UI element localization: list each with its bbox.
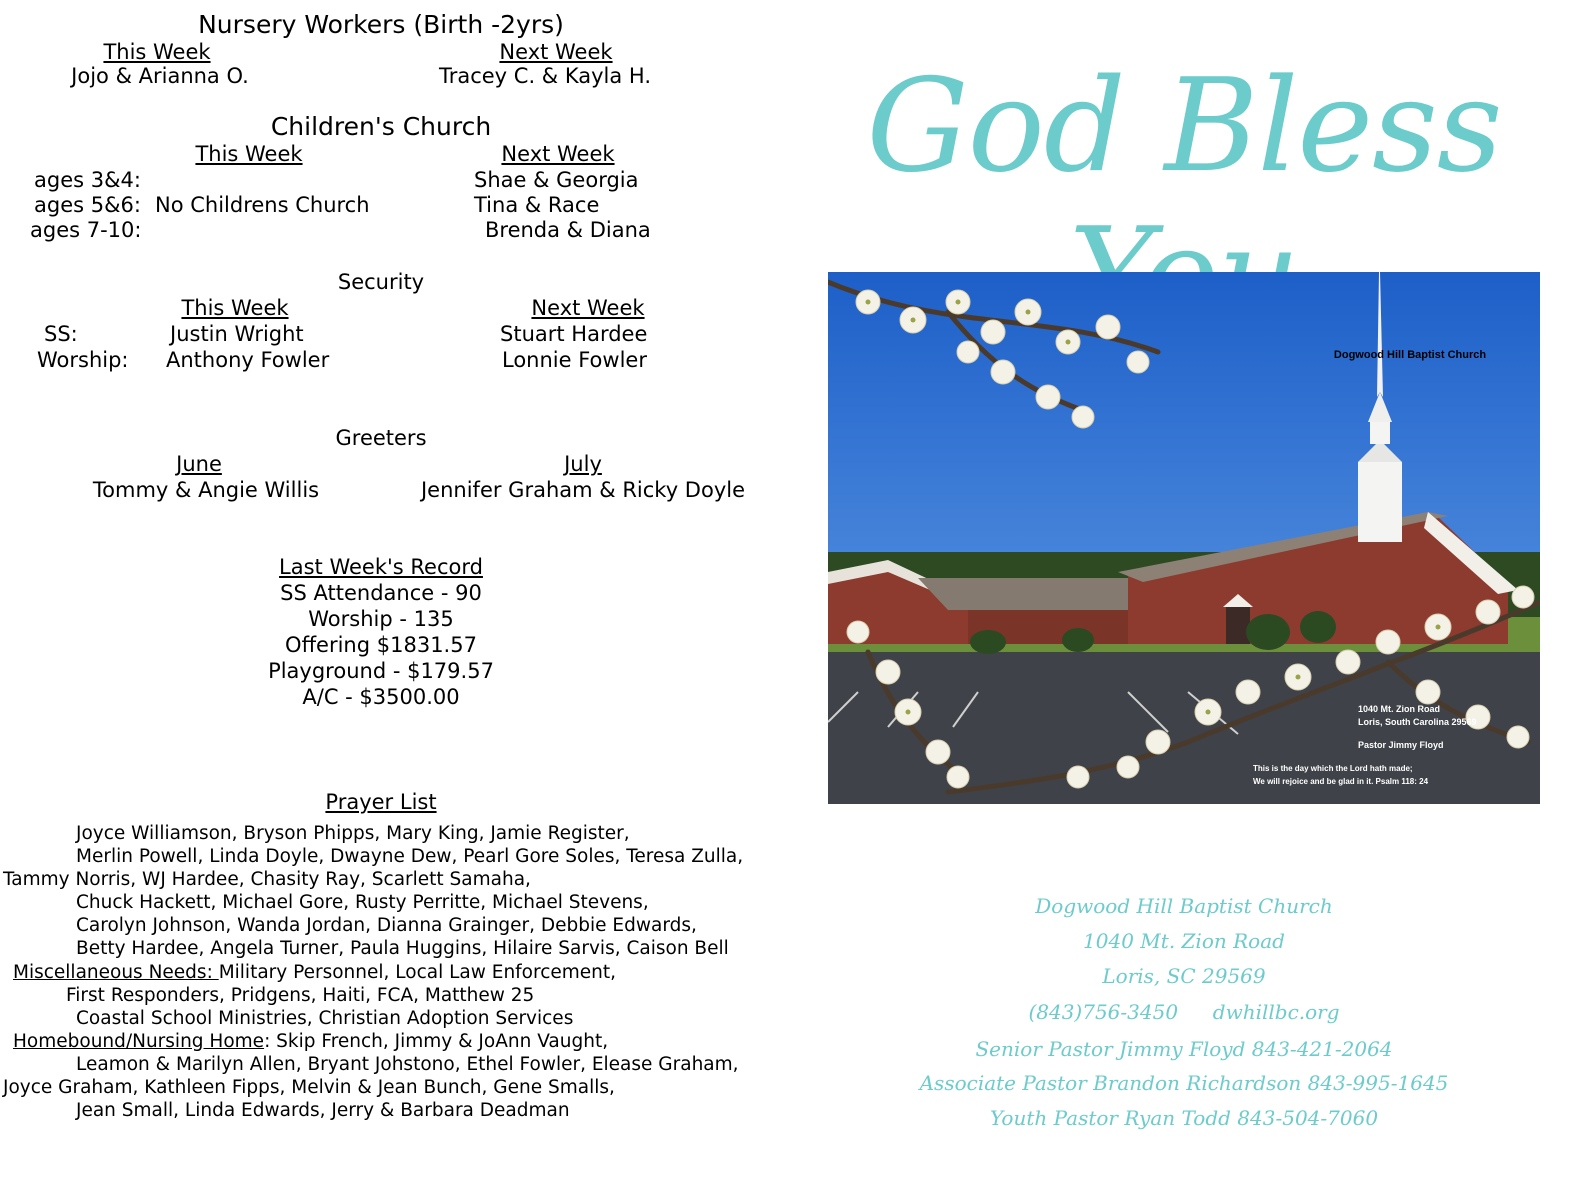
church-photo [828, 272, 1540, 804]
record-line: Playground - $179.57 [268, 659, 494, 683]
homebound-line: Joyce Graham, Kathleen Fipps, Melvin & Jean Bunch, Gene Smalls, [3, 1077, 615, 1099]
homebound-text: : Skip French, Jimmy & JoAnn Vaught, [264, 1030, 609, 1052]
childrens-age-label: ages 3&4: [34, 168, 141, 192]
photo-pastor: Pastor Jimmy Floyd [1358, 740, 1444, 750]
homebound-line: Jean Small, Linda Edwards, Jerry & Barbara Deadman [76, 1100, 570, 1122]
misc-needs-label: Miscellaneous Needs: [13, 961, 219, 983]
contact-church: Dogwood Hill Baptist Church [1035, 894, 1333, 918]
nursery-this-week: Jojo & Arianna O. [71, 64, 249, 88]
childrens-age-label: ages 5&6: [34, 193, 141, 217]
childrens-age-label: ages 7-10: [30, 218, 142, 242]
security-next-week-label: Next Week [531, 296, 645, 320]
photo-address1: 1040 Mt. Zion Road [1358, 704, 1441, 714]
record-line: SS Attendance - 90 [280, 581, 482, 605]
prayer-line: Chuck Hackett, Michael Gore, Rusty Perritte, Michael Stevens, [76, 892, 649, 914]
homebound-line [0, 1030, 780, 1053]
contact-senior-pastor: Senior Pastor Jimmy Floyd 843-421-2064 [975, 1037, 1393, 1061]
prayer-line: Carolyn Johnson, Wanda Jordan, Dianna Grainger, Debbie Edwards, [76, 915, 697, 937]
misc-needs-line: First Responders, Pridgens, Haiti, FCA, Matthew 25 [66, 984, 535, 1006]
security-this-week: Justin Wright [170, 322, 304, 346]
contact-city: Loris, SC 29569 [1102, 964, 1266, 988]
greeters-names: Tommy & Angie Willis [92, 478, 320, 502]
nursery-next-week-label: Next Week [499, 40, 613, 64]
childrens-this-week-label: This Week [195, 142, 303, 166]
security-next-week: Stuart Hardee [500, 322, 648, 346]
homebound-line: Leamon & Marilyn Allen, Bryant Johstono, Ethel Fowler, Elease Graham, [76, 1053, 739, 1075]
greeters-names: Jennifer Graham & Ricky Doyle [420, 478, 746, 502]
prayer-line: Joyce Williamson, Bryson Phipps, Mary King, Jamie Register, [76, 823, 630, 844]
cover-page [790, 0, 1578, 1203]
childrens-next-week: Brenda & Diana [485, 218, 651, 242]
contact-website[interactable]: dwhillbc.org [1212, 1000, 1340, 1024]
record-line: A/C - $3500.00 [302, 685, 460, 709]
security-next-week: Lonnie Fowler [502, 348, 647, 372]
prayer-line: Tammy Norris, WJ Hardee, Chasity Ray, Scarlett Samaha, [3, 869, 531, 891]
security-heading: Security [337, 270, 425, 294]
homebound-label: Homebound/Nursing Home [13, 1030, 265, 1052]
nursery-heading: Nursery Workers (Birth -2yrs) [198, 10, 564, 39]
greeters-month: June [176, 452, 222, 476]
photo-address2: Loris, South Carolina 29569 [1358, 717, 1477, 727]
contact-associate-pastor: Associate Pastor Brandon Richardson 843-995-1645 [919, 1071, 1449, 1095]
security-this-week: Anthony Fowler [166, 348, 330, 372]
security-role: Worship: [37, 348, 129, 372]
childrens-next-week-label: Next Week [501, 142, 615, 166]
childrens-next-week: Tina & Race [474, 193, 600, 217]
greeters-heading: Greeters [335, 426, 427, 450]
childrens-this-week: No Childrens Church [155, 193, 370, 217]
misc-needs-line [0, 961, 780, 984]
contact-phone-web [790, 1000, 1578, 1024]
left-page [0, 0, 780, 1203]
prayer-line: Merlin Powell, Linda Doyle, Dwayne Dew, Pearl Gore Soles, Teresa Zulla, [76, 846, 744, 868]
contact-youth-pastor: Youth Pastor Ryan Todd 843-504-7060 [989, 1106, 1379, 1130]
record-line: Worship - 135 [308, 607, 454, 631]
nursery-this-week-label: This Week [103, 40, 211, 64]
prayer-list [0, 822, 780, 1122]
security-role: SS: [44, 322, 78, 346]
photo-verse: We will rejoice and be glad in it. Psalm 118: 24 [1253, 777, 1429, 786]
childrens-next-week: Shae & Georgia [474, 168, 639, 192]
photo-church-name: Dogwood Hill Baptist Church [1333, 349, 1487, 361]
security-this-week-label: This Week [181, 296, 289, 320]
nursery-next-week: Tracey C. & Kayla H. [438, 64, 652, 88]
greeters-month: July [564, 452, 602, 476]
contact-phone: (843)756-3450 [1028, 1000, 1179, 1024]
cover-title: God Bless [866, 52, 1502, 201]
misc-needs-line: Coastal School Ministries, Christian Adoption Services [76, 1007, 574, 1029]
prayer-line: Betty Hardee, Angela Turner, Paula Huggins, Hilaire Sarvis, Caison Bell [76, 938, 729, 960]
record-heading: Last Week's Record [279, 555, 483, 579]
misc-needs-text: Military Personnel, Local Law Enforcement, [218, 961, 617, 983]
record-line: Offering $1831.57 [285, 633, 477, 657]
prayer-heading: Prayer List [325, 790, 437, 814]
childrens-church-heading: Children's Church [270, 112, 492, 141]
contact-street: 1040 Mt. Zion Road [1083, 929, 1285, 953]
photo-verse: This is the day which the Lord hath made; [1253, 764, 1413, 773]
